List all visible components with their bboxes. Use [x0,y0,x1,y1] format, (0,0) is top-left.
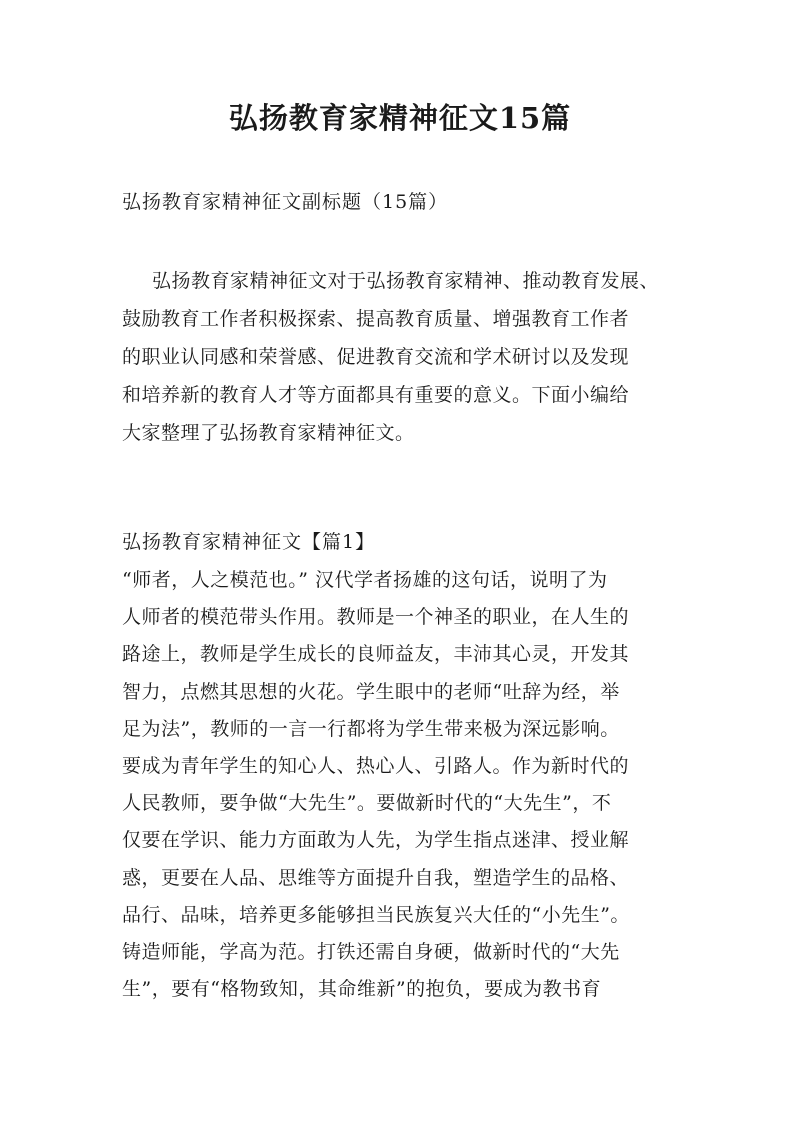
document-subtitle: 弘扬教育家精神征文副标题（15篇） [122,191,449,213]
body-line: 生”，要有“格物致知，其命维新”的抱负，要成为教书育 [122,978,602,1001]
body-line: 惑，更要在人品、思维等方面提升自我，塑造学生的品格、 [122,866,630,889]
body-line: “师者，人之模范也。” 汉代学者扬雄的这句话，说明了为 [122,569,608,591]
section-heading: 弘扬教育家精神征文【篇1】 [122,531,376,553]
body-line: 人民教师，要争做“大先生”。要做新时代的“大先生”，不 [122,792,612,815]
essay-body [122,562,692,1008]
intro-line: 鼓励教育工作者积极探索、提高教育质量、增强教育工作者 [122,308,630,330]
body-line: 人师者的模范带头作用。教师是一个神圣的职业，在人生的 [122,606,630,629]
intro-line: 和培养新的教育人才等方面都具有重要的意义。下面小编给 [122,384,630,406]
body-line: 要成为青年学生的知心人、热心人、引路人。作为新时代的 [122,754,630,777]
body-line: 仅要在学识、能力方面敢为人先，为学生指点迷津、授业解 [122,829,630,852]
intro-line: 的职业认同感和荣誉感、促进教育交流和学术研讨以及发现 [122,346,630,368]
intro-paragraph [122,262,682,452]
body-line: 品行、品味，培养更多能够担当民族复兴大任的“小先生”。 [122,903,630,926]
document-title: 弘扬教育家精神征文15篇 [228,101,572,135]
body-line: 铸造师能，学高为范。打铁还需自身硬，做新时代的“大先 [122,940,620,963]
intro-line: 大家整理了弘扬教育家精神征文。 [122,422,415,444]
intro-line: 弘扬教育家精神征文对于弘扬教育家精神、推动教育发展、 [152,270,660,292]
body-line: 足为法”，教师的一言一行都将为学生带来极为深远影响。 [122,717,620,740]
body-line: 路途上，教师是学生成长的良师益友，丰沛其心灵，开发其 [122,643,630,666]
body-line: 智力，点燃其思想的火花。学生眼中的老师“吐辞为经，举 [122,680,620,703]
